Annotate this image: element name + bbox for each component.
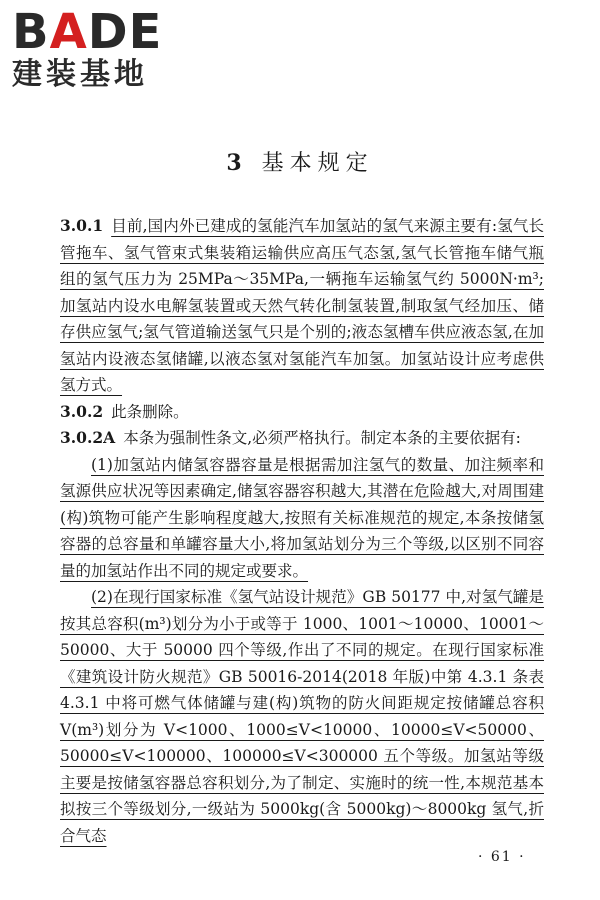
clause-number: 3.0.2 (60, 401, 104, 421)
logo-letter-accent: A (49, 4, 88, 60)
explanation-item-1 (60, 452, 544, 585)
body-text (60, 213, 544, 849)
clause-text: 目前,国内外已建成的氢能汽车加氢站的氢气来源主要有:氢气长管拖车、氢气管束式集装箱运输供应高压气态氢,氢气长管拖车储气瓶组的氢气压力为 25MPa～35MPa,一辆拖车运输氢气约 5000N·m³;加氢站内设水电解氢装置或天然气转化制氢装置,制取氢气经加压、储存供应氢气;氢气管道输送氢气只是个别的;液态氢槽车供应液态氢,在加氢站内设液态氢储罐,以液态氢对氢能汽车加氢。加氢站设计应考虑供氢方式。 (60, 217, 544, 394)
clause-3-0-2a (60, 425, 544, 452)
clause-text: 本条为强制性条文,必须严格执行。制定本条的主要依据有: (123, 429, 521, 447)
page-number: · 61 · (478, 849, 526, 865)
logo-letters-2: DE (87, 4, 163, 60)
chapter-title-text: 基本规定 (261, 151, 374, 176)
publisher-logo (12, 4, 182, 92)
item-text: (2)在现行国家标准《氢气站设计规范》GB 50177 中,对氢气罐是按其总容积(m³)划分为小于或等于 1000、1001～10000、10001～50000、大于 50000 四个等级,作出了不同的规定。在现行国家标准《建筑设计防火规范》GB 50016-2014(2018 年版)中第 4.3.1 条表 4.3.1 中将可燃气体储罐与建(构)筑物的防火间距规定按储罐总容积 V(m³)划分为 V<1000、1000≤V<10000、10000≤V<50000、50000≤V<100000、100000≤V<300000 五个等级。加氢站等级主要是按储氢容器总容积划分,为了制定、实施时的统一性,本规范基本拟按三个等级划分,一级站为 5000kg(含 5000kg)～8000kg 氢气,折合气态 (60, 588, 544, 845)
clause-3-0-2 (60, 399, 544, 426)
logo-subtitle: 建装基地 (12, 57, 148, 92)
item-text: (1)加氢站内储氢容器容量是根据需加注氢气的数量、加注频率和氢源供应状况等因素确定,储氢容器容积越大,其潜在危险越大,对周围建(构)筑物可能产生影响程度越大,按照有关标准规范的规定,本条按储氢容器的总容量和单罐容量大小,将加氢站划分为三个等级,以区别不同容量的加氢站作出不同的规定或要求。 (60, 455, 544, 580)
explanation-item-2 (60, 584, 544, 849)
clause-number: 3.0.1 (60, 216, 104, 235)
clause-number: 3.0.2A (60, 428, 116, 447)
chapter-heading (0, 146, 600, 177)
chapter-number: 3 (226, 150, 248, 176)
logo-wordmark (12, 4, 182, 60)
clause-text: 此条删除。 (111, 402, 189, 421)
logo-letters-1: B (12, 4, 50, 60)
clause-3-0-1 (60, 213, 544, 399)
